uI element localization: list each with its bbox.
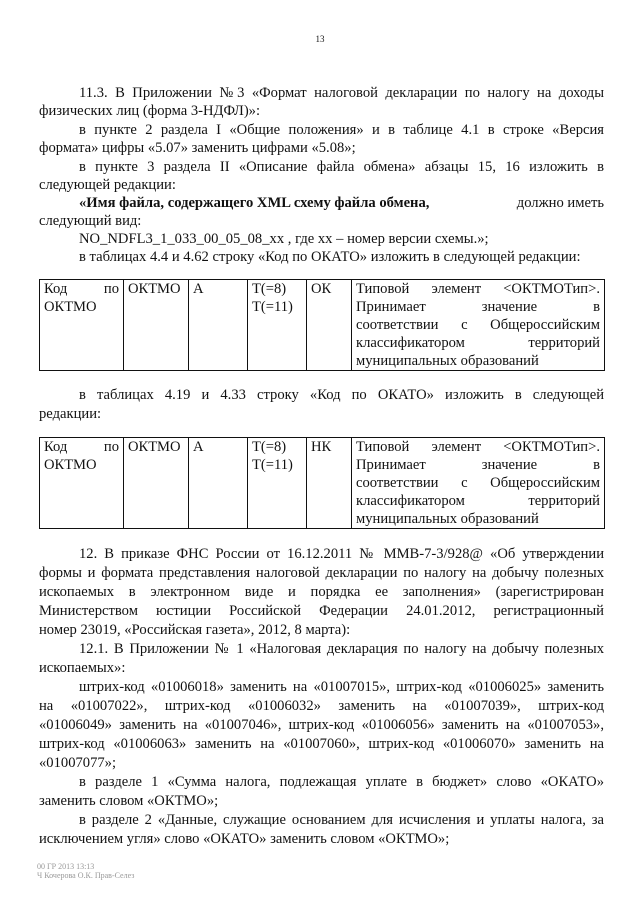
paragraph-line: «01007077»; bbox=[39, 755, 117, 771]
paragraph-line: физических лиц (форма 3-НДФЛ)»: bbox=[39, 103, 261, 119]
type-cell: А bbox=[189, 280, 248, 371]
paragraph-line: формата» цифры «5.07» заменить цифрами «5.08»; bbox=[39, 140, 356, 156]
table-row bbox=[40, 280, 605, 371]
element-name-cell: ОКТМО bbox=[124, 438, 189, 529]
type-cell: А bbox=[189, 438, 248, 529]
paragraph-line: штрих-код «01006063» заменить на «01007060», штрих-код «01006070» заменить на bbox=[39, 736, 604, 752]
field-name-cell: Код по ОКТМО bbox=[40, 438, 124, 529]
table-row bbox=[40, 438, 605, 529]
page-number: 13 bbox=[315, 34, 325, 44]
paragraph-line: формы и формата представления налоговой декларации по налогу на добычу полезных bbox=[39, 565, 604, 581]
paragraph-line: в таблицах 4.19 и 4.33 строку «Код по ОКАТО» изложить в следующей bbox=[79, 387, 604, 403]
paragraph-line: штрих-код «01006018» заменить на «01007015», штрих-код «01006025» заменить bbox=[79, 679, 604, 695]
paragraph-line: в пункте 2 раздела I «Общие положения» и в таблице 4.1 в строке «Версия bbox=[79, 122, 604, 138]
paragraph-line: Министерством юстиции Российской Федерации 24.01.2012, регистрационный bbox=[39, 603, 604, 619]
paragraph-line: на «01007022», штрих-код «01006032» заменить на «01007039», штрих-код bbox=[39, 698, 604, 714]
paragraph-line bbox=[79, 194, 604, 212]
paragraph-line: «01006049» заменить на «01007046», штрих-код «01006056» заменить на «01007053», bbox=[39, 717, 604, 733]
paragraph-line: в таблицах 4.4 и 4.62 строку «Код по ОКАТО» изложить в следующей редакции: bbox=[79, 249, 581, 265]
required-cell: НК bbox=[307, 438, 352, 529]
paragraph-line: следующий вид: bbox=[39, 213, 142, 229]
paragraph-line: номер 23019, «Российская газета», 2012, 8 марта): bbox=[39, 622, 351, 638]
footer-stamp: 00 ГР 2013 13:13 Ч Кочерова О.К. Прав-Селез bbox=[37, 862, 135, 880]
paragraph-line: ископаемых»: bbox=[39, 660, 126, 676]
field-name-cell: Код по ОКТМО bbox=[40, 280, 124, 371]
file-name-line: NO_NDFL3_1_033_00_05_08_xx , где хх – номер версии схемы.»; bbox=[79, 231, 489, 247]
format-cell: T(=8) T(=11) bbox=[248, 280, 307, 371]
okato-row-table-1 bbox=[39, 279, 605, 371]
paragraph-line: следующей редакции: bbox=[39, 177, 176, 193]
paragraph-line: 12.1. В Приложении № 1 «Налоговая декларация по налогу на добычу полезных bbox=[79, 641, 604, 657]
paragraph-line: исключением угля» слово «ОКАТО» заменить словом «ОКТМО»; bbox=[39, 831, 450, 847]
text-span: должно иметь bbox=[516, 195, 604, 211]
description-cell: Типовой элемент <ОКТМОТип>. Принимает значение в соответствии с Общероссийским классификатором территорий муниципальных образований bbox=[352, 280, 605, 371]
paragraph-line: 12. В приказе ФНС России от 16.12.2011 № ММВ-7-3/928@ «Об утверждении bbox=[79, 546, 604, 562]
format-cell: T(=8) T(=11) bbox=[248, 438, 307, 529]
paragraph-line: в разделе 2 «Данные, служащие основанием для исчисления и уплаты налога, за bbox=[79, 812, 604, 828]
paragraph-line: ископаемых в электронном виде и порядка ее заполнения» (зарегистрирован bbox=[39, 584, 604, 600]
description-cell: Типовой элемент <ОКТМОТип>. Принимает значение в соответствии с Общероссийским классификатором территорий муниципальных образований bbox=[352, 438, 605, 529]
paragraph-line: в разделе 1 «Сумма налога, подлежащая уплате в бюджет» слово «ОКАТО» bbox=[79, 774, 604, 790]
element-name-cell: ОКТМО bbox=[124, 280, 189, 371]
paragraph-line: редакции: bbox=[39, 406, 102, 422]
okato-row-table-2 bbox=[39, 437, 605, 529]
paragraph-line: 11.3. В Приложении №3 «Формат налоговой декларации по налогу на доходы bbox=[79, 85, 604, 101]
paragraph-line: заменить словом «ОКТМО»; bbox=[39, 793, 219, 809]
paragraph-line: в пункте 3 раздела II «Описание файла обмена» абзацы 15, 16 изложить в bbox=[79, 159, 604, 175]
bold-phrase: «Имя файла, содержащего XML схему файла обмена, bbox=[79, 195, 430, 211]
required-cell: ОК bbox=[307, 280, 352, 371]
